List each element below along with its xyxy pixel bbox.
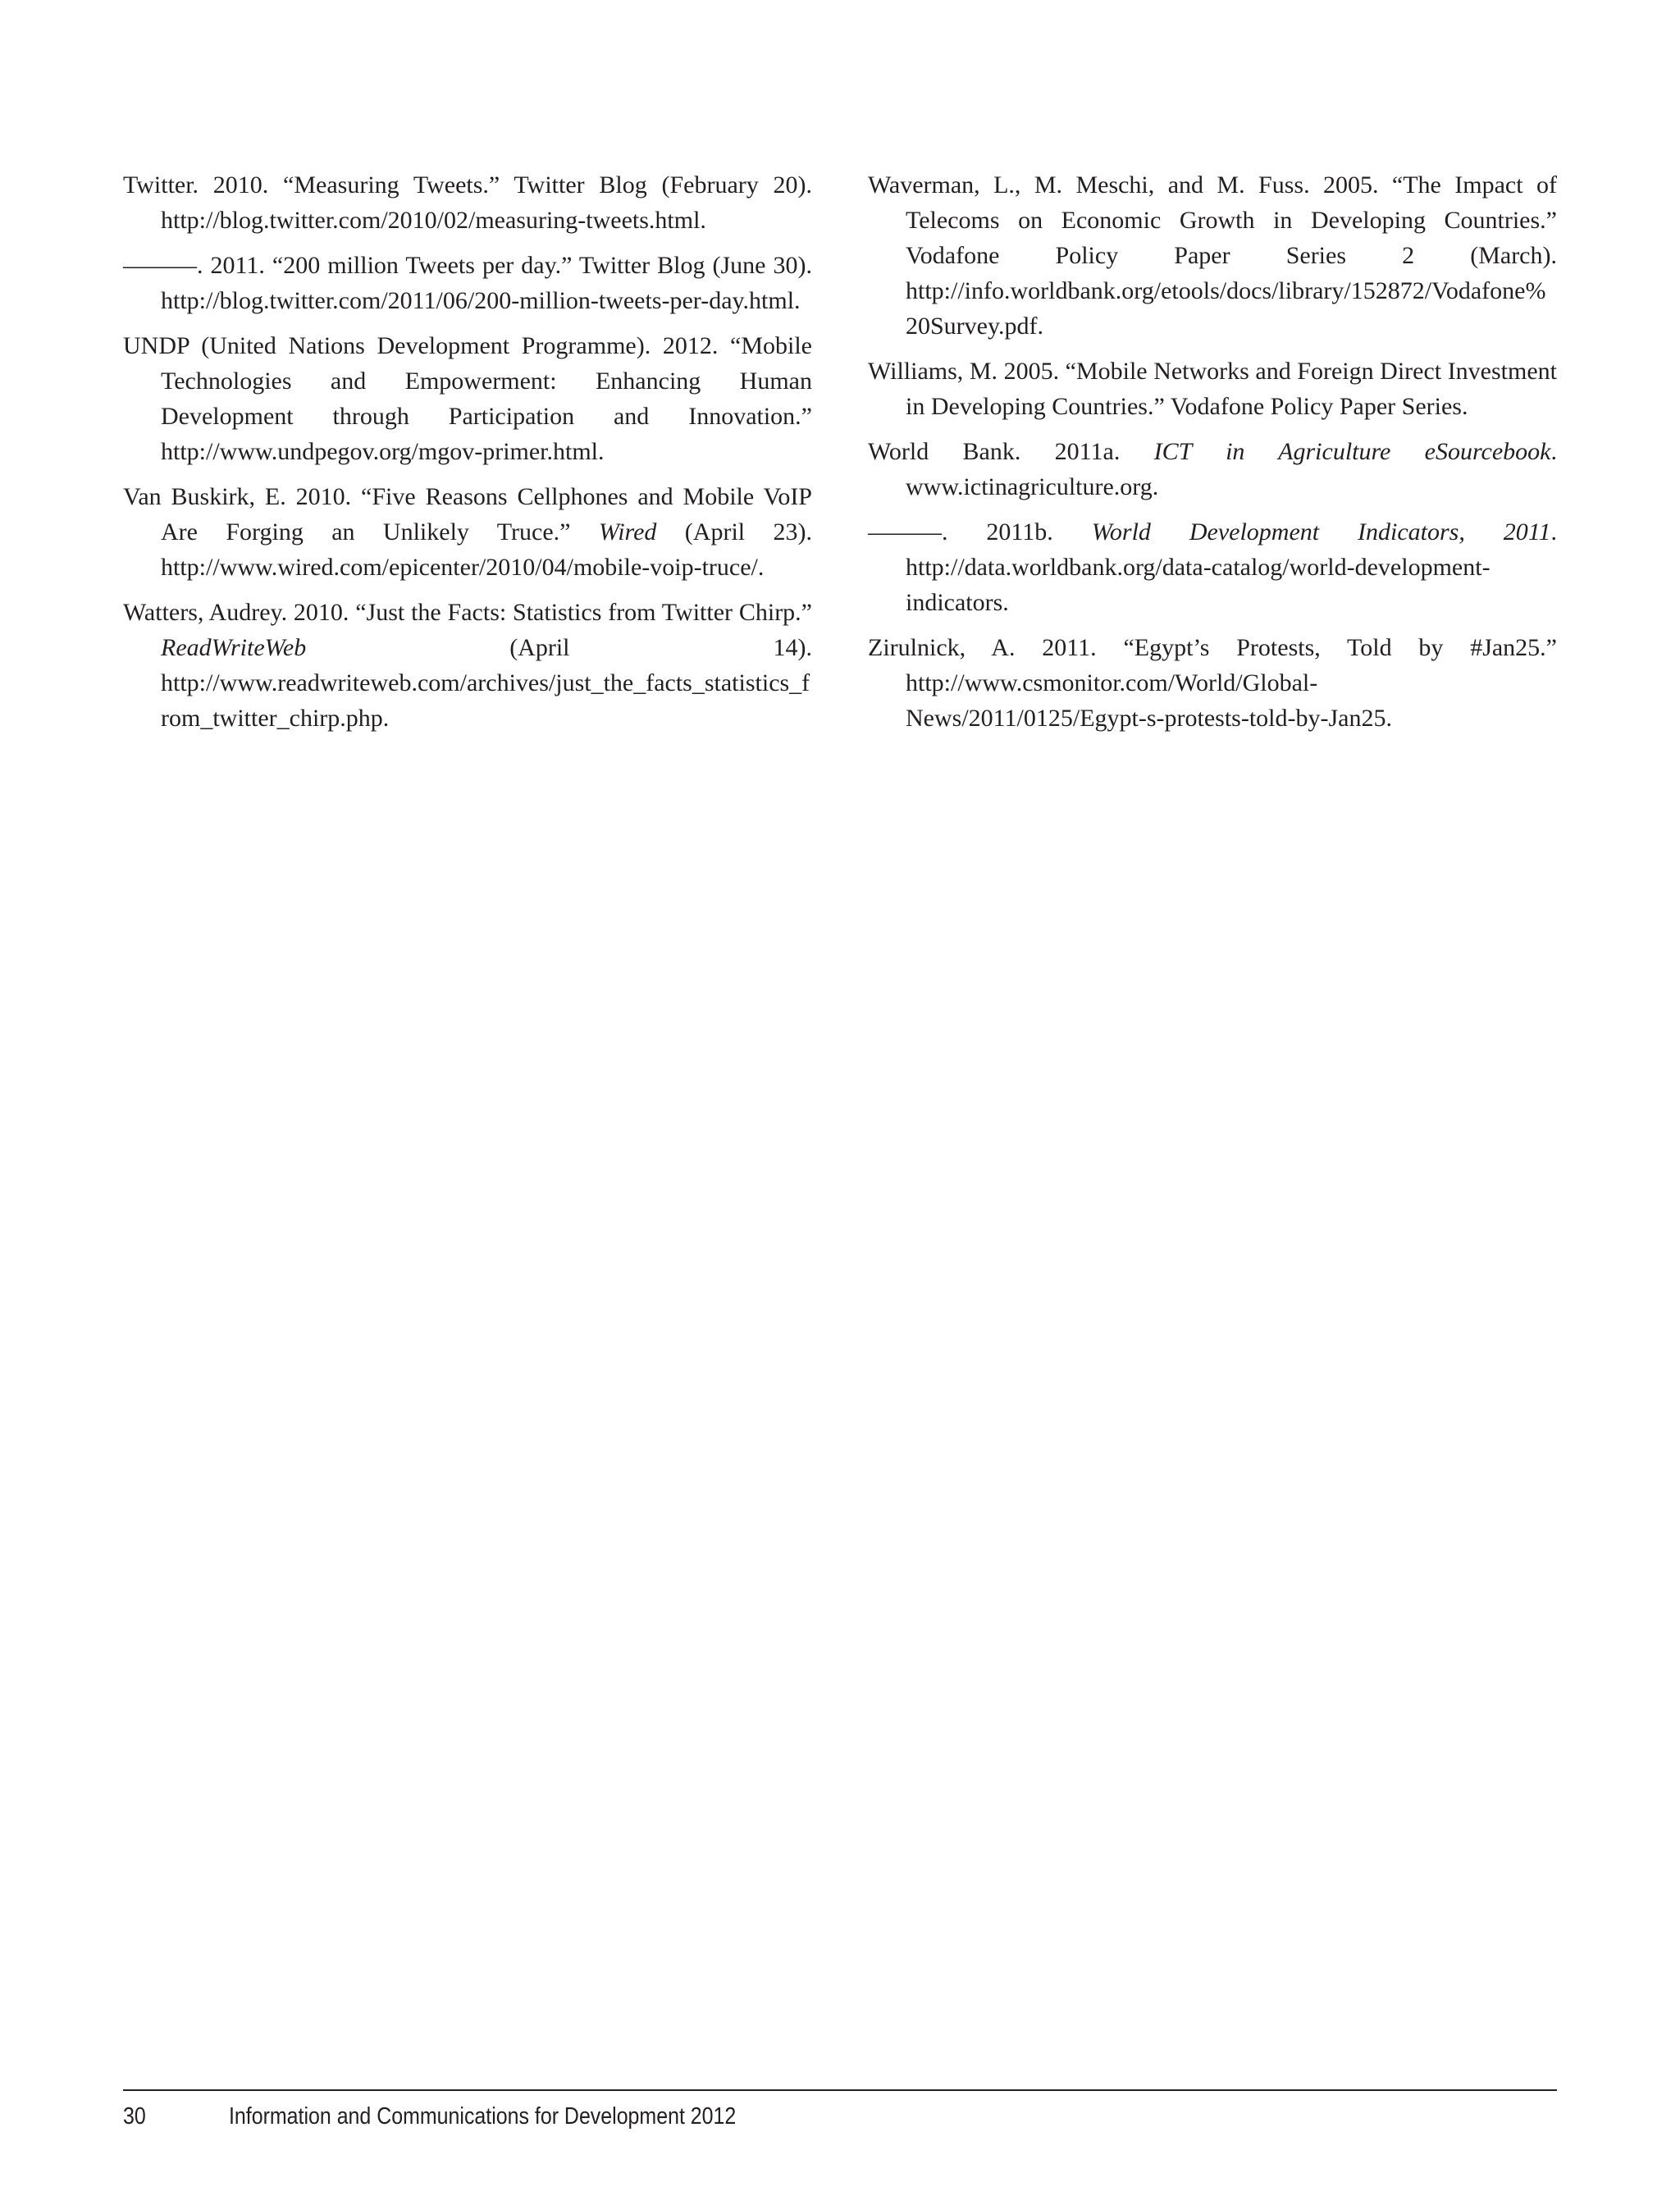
reference-entry bbox=[123, 595, 812, 736]
page-footer bbox=[123, 2100, 1356, 2133]
reference-entry bbox=[123, 328, 812, 469]
reference-text: ———. 2011. “200 million Tweets per day.” Twitter Blog (June 30). http://blog.twitter.com/2011/06/200-million-tweets-per-day.html. bbox=[123, 252, 812, 314]
references-column-left bbox=[123, 167, 812, 746]
reference-text: . http://data.worldbank.org/data-catalog/world-development-indicators. bbox=[906, 518, 1557, 616]
reference-text: Watters, Audrey. 2010. “Just the Facts: Statistics from Twitter Chirp.” bbox=[123, 599, 812, 626]
reference-text: World Bank. 2011a. bbox=[868, 438, 1154, 465]
page-number: 30 bbox=[123, 2103, 146, 2130]
publication-title: Information and Communications for Development 2012 bbox=[229, 2103, 737, 2130]
references-column-right bbox=[868, 167, 1557, 746]
footer-divider bbox=[123, 2089, 1557, 2091]
reference-italic-title: ReadWriteWeb bbox=[161, 634, 307, 661]
reference-italic-title: Wired bbox=[598, 518, 657, 546]
reference-text: Waverman, L., M. Meschi, and M. Fuss. 2005. “The Impact of Telecoms on Economic Growth in Developing Countries.” Vodafone Policy Paper Series 2 (March). http://info.worldbank.org/etools/docs/library/152872/Vodafone%20Survey.pdf. bbox=[868, 171, 1557, 340]
reference-entry bbox=[123, 479, 812, 585]
reference-text: Twitter. 2010. “Measuring Tweets.” Twitter Blog (February 20). http://blog.twitter.com/2010/02/measuring-tweets.html. bbox=[123, 171, 812, 234]
reference-entry bbox=[123, 248, 812, 318]
reference-text: ———. 2011b. bbox=[868, 518, 1092, 546]
reference-entry bbox=[868, 434, 1557, 504]
reference-entry bbox=[868, 354, 1557, 424]
reference-text: (April 14). http://www.readwriteweb.com/archives/just_the_facts_statistics_from_twitter_chirp.php. bbox=[161, 634, 812, 732]
reference-text: . www.ictinagriculture.org. bbox=[906, 438, 1557, 500]
reference-entry bbox=[868, 630, 1557, 736]
reference-entry bbox=[868, 167, 1557, 344]
reference-text: Van Buskirk, E. 2010. “Five Reasons Cellphones and Mobile VoIP Are Forging an Unlikely Truce.” bbox=[123, 483, 812, 546]
reference-text: UNDP (United Nations Development Programme). 2012. “Mobile Technologies and Empowerment: Enhancing Human Development through Participation and Innovation.” http://www.undpegov.org/mgov-primer.html. bbox=[123, 332, 812, 465]
reference-entry bbox=[868, 514, 1557, 620]
reference-italic-title: World Development Indicators, 2011 bbox=[1091, 518, 1551, 546]
reference-text: Zirulnick, A. 2011. “Egypt’s Protests, Told by #Jan25.” http://www.csmonitor.com/World/Global-News/2011/0125/Egypt-s-protests-told-by-Jan25. bbox=[868, 634, 1557, 732]
reference-entry bbox=[123, 167, 812, 238]
reference-text: (April 23). http://www.wired.com/epicenter/2010/04/mobile-voip-truce/. bbox=[161, 518, 812, 581]
reference-text: Williams, M. 2005. “Mobile Networks and Foreign Direct Investment in Developing Countries.” Vodafone Policy Paper Series. bbox=[868, 358, 1557, 420]
reference-italic-title: ICT in Agriculture eSourcebook bbox=[1153, 438, 1551, 465]
